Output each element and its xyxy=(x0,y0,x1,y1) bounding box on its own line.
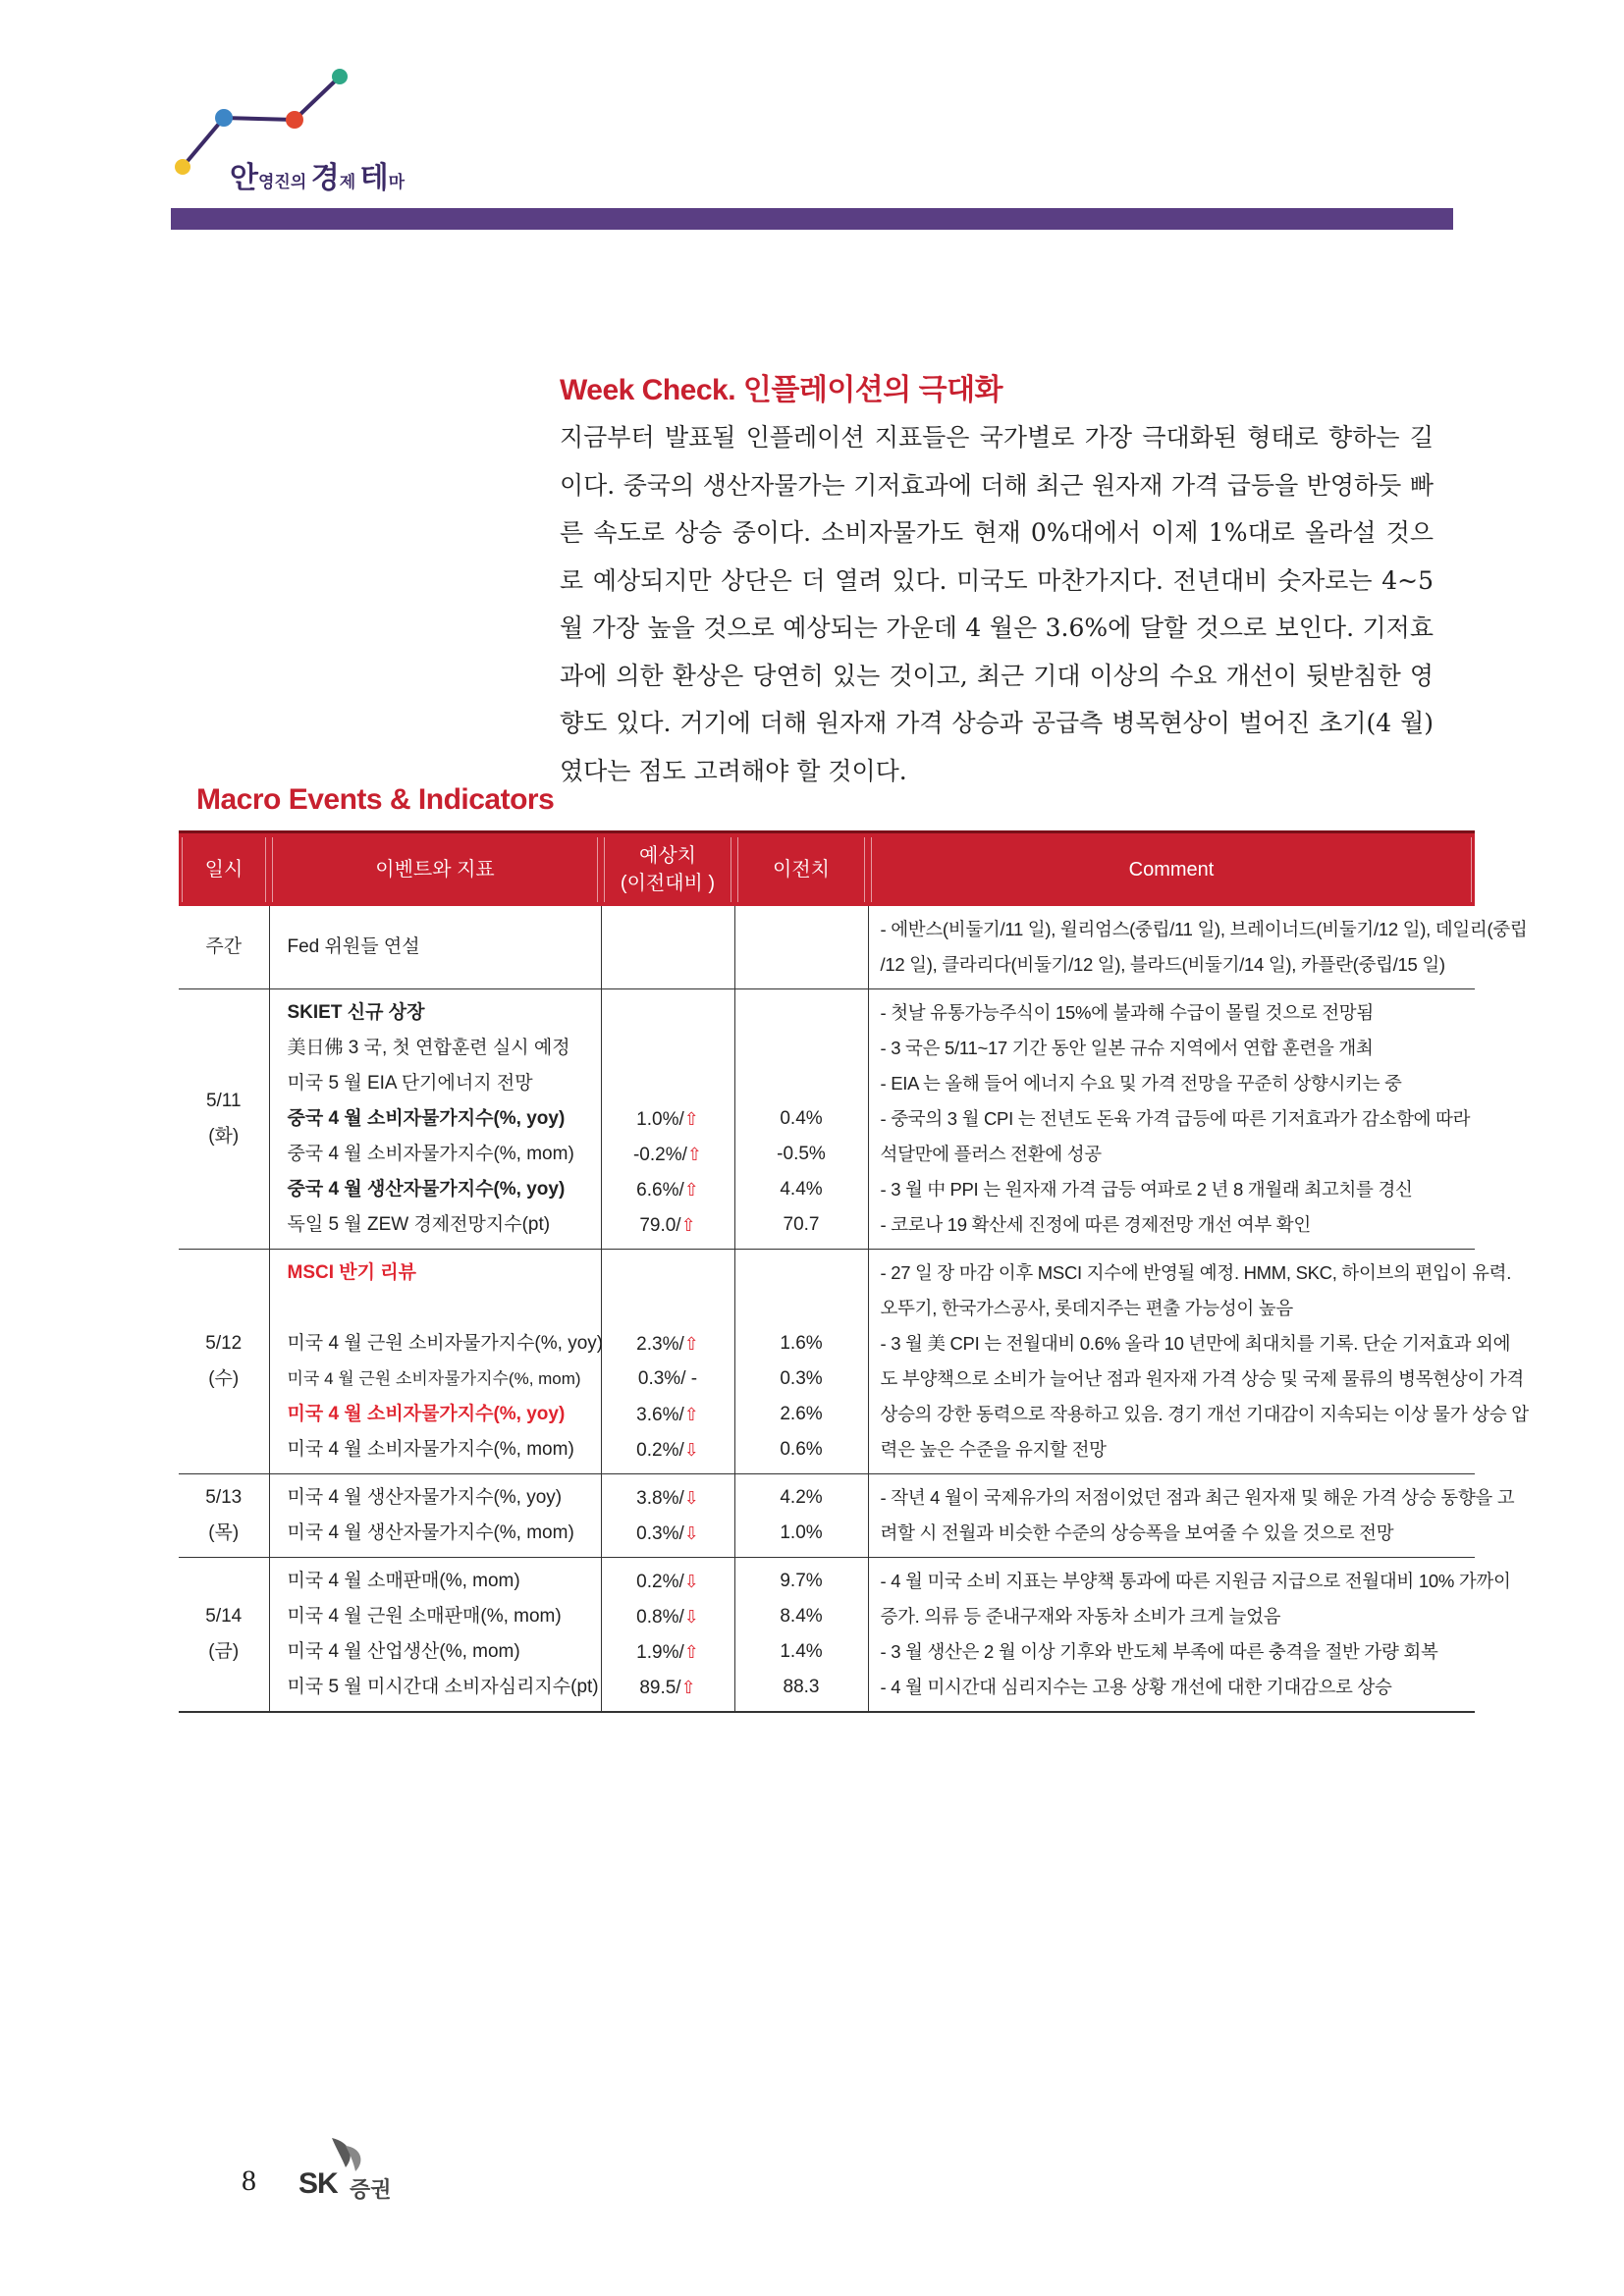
date-text xyxy=(179,1564,269,1599)
date-text: 5/14 xyxy=(205,1606,243,1627)
previous-value: 88.3 xyxy=(783,1677,820,1697)
previous-cell xyxy=(734,906,868,989)
event-cell xyxy=(269,1558,601,1713)
table-row xyxy=(179,1474,1475,1558)
forecast-value xyxy=(602,1255,734,1291)
event-item xyxy=(270,1291,601,1326)
logo-title: 안영진의 경제 테마 xyxy=(230,162,406,194)
date-text xyxy=(179,1291,269,1326)
date-text xyxy=(179,1397,269,1432)
forecast-value: 1.9%/⇧ xyxy=(636,1642,699,1663)
event-item: 미국 5 월 EIA 단기에너지 전망 xyxy=(287,1073,533,1094)
event-item: 미국 4 월 생산자물가지수(%, mom) xyxy=(287,1522,574,1543)
comment-line: - 3 국은 5/11~17 기간 동안 일본 규슈 지역에서 연합 훈련을 개최 xyxy=(880,1038,1374,1058)
comment-line: - EIA 는 올해 들어 에너지 수요 및 가격 전망을 꾸준히 상향시키는 중 xyxy=(880,1073,1402,1094)
forecast-cell xyxy=(601,906,734,989)
forecast-value xyxy=(602,995,734,1031)
header-divider-bar xyxy=(171,208,1453,230)
forecast-value: 0.8%/⇩ xyxy=(636,1607,699,1628)
previous-value: 1.0% xyxy=(780,1522,823,1543)
date-cell xyxy=(179,906,269,989)
event-item: MSCI 반기 리뷰 xyxy=(287,1262,416,1283)
previous-value xyxy=(735,1255,868,1291)
forecast-cell xyxy=(601,989,734,1250)
header-comment: Comment xyxy=(868,832,1475,907)
event-item: 미국 4 월 소비자물가지수(%, mom) xyxy=(287,1439,574,1460)
date-text: (수) xyxy=(208,1368,240,1389)
week-check-title: Week Check. 인플레이션의 극대화 xyxy=(560,374,1003,406)
previous-value: 0.3% xyxy=(780,1368,823,1389)
event-item: SKIET 신규 상장 xyxy=(287,1002,425,1023)
event-cell xyxy=(269,1474,601,1558)
date-text: (금) xyxy=(208,1641,240,1662)
comment-line: - 첫날 유통가능주식이 15%에 불과해 수급이 몰릴 것으로 전망됨 xyxy=(880,1002,1374,1023)
date-cell xyxy=(179,1474,269,1558)
forecast-value: 0.3%/⇩ xyxy=(636,1523,699,1544)
previous-value: 1.4% xyxy=(780,1641,823,1662)
forecast-value: 0.2%/⇩ xyxy=(636,1572,699,1592)
date-cell xyxy=(179,989,269,1250)
comment-line: 증가. 의류 등 준내구재와 자동차 소비가 크게 늘었음 xyxy=(880,1606,1281,1627)
forecast-cell xyxy=(601,1474,734,1558)
week-check-body: 지금부터 발표될 인플레이션 지표들은 국가별로 가장 극대화된 형태로 향하는 길이다. 중국의 생산자물가는 기저효과에 더해 최근 원자재 가격 급등을 반영하듯 빠른 속도로 상승 중이다. 소비자물가도 현재 0%대에서 이제 1%대로 올라설 것으로 예상되지만 상단은 더 열려 있다. 미국도 마찬가지다. 전년대비 숫자로는 4~5 월 가장 높을 것으로 예상되는 가운데 4 월은 3.6%에 달할 것으로 보인다. 기저효과에 의한 환상은 당연히 있는 것이고, 최근 기대 이상의 수요 개선이 뒷받침한 영향도 있다. 거기에 더해 원자재 가격 상승과 공급측 병목현상이 벌어진 초기(4 월)였다는 점도 고려해야 할 것이다. xyxy=(560,423,1434,785)
comment-line: 상승의 강한 동력으로 작용하고 있음. 경기 개선 기대감이 지속되는 이상 물가 상승 압 xyxy=(880,1404,1529,1424)
event-item: 미국 4 월 근원 소매판매(%, mom) xyxy=(287,1606,562,1627)
previous-value xyxy=(735,1066,868,1101)
comment-line: - 3 월 생산은 2 월 이상 기후와 반도체 부족에 따른 충격을 절반 가량 회복 xyxy=(880,1641,1438,1662)
forecast-value: 3.6%/⇧ xyxy=(636,1405,699,1425)
previous-cell xyxy=(734,1558,868,1713)
forecast-value xyxy=(602,1031,734,1066)
event-item: 미국 4 월 산업생산(%, mom) xyxy=(287,1641,520,1662)
forecast-value xyxy=(602,1291,734,1326)
header-forecast: 예상치 (이전대비 ) xyxy=(601,832,734,907)
comment-line: - 4 월 미시간대 심리지수는 고용 상황 개선에 대한 기대감으로 상승 xyxy=(880,1677,1392,1697)
event-cell xyxy=(269,989,601,1250)
event-item: 중국 4 월 소비자물가지수(%, mom) xyxy=(287,1144,574,1164)
header-event: 이벤트와 지표 xyxy=(269,832,601,907)
section-title: Macro Events & Indicators xyxy=(196,783,555,816)
previous-value xyxy=(735,995,868,1031)
forecast-value: 1.0%/⇧ xyxy=(636,1109,699,1130)
event-item: 중국 4 월 생산자물가지수(%, yoy) xyxy=(287,1179,566,1200)
comment-line: 오뚜기, 한국가스공사, 롯데지주는 편출 가능성이 높음 xyxy=(880,1298,1293,1318)
previous-value: 0.4% xyxy=(780,1108,823,1129)
comment-line: - 중국의 3 월 CPI 는 전년도 돈육 가격 급등에 따른 기저효과가 감소함에 따라 xyxy=(880,1108,1471,1129)
comment-line: - 3 월 美 CPI 는 전월대비 0.6% 올라 10 년만에 최대치를 기록. 단순 기저효과 외에 xyxy=(880,1333,1511,1354)
comment-line: - 코로나 19 확산세 진정에 따른 경제전망 개선 여부 확인 xyxy=(880,1214,1311,1235)
forecast-value: 89.5/⇧ xyxy=(639,1678,696,1698)
date-text xyxy=(179,1255,269,1291)
previous-value xyxy=(735,930,868,965)
header-date: 일시 xyxy=(179,832,269,907)
forecast-cell xyxy=(601,1250,734,1474)
previous-value: 4.4% xyxy=(780,1179,823,1200)
forecast-value: 0.2%/⇩ xyxy=(636,1440,699,1461)
macro-events-table xyxy=(179,830,1529,1713)
date-cell xyxy=(179,1558,269,1713)
event-item: 중국 4 월 소비자물가지수(%, yoy) xyxy=(287,1108,566,1129)
comment-line: 도 부양책으로 소비가 늘어난 점과 원자재 가격 상승 및 국제 물류의 병목현상이 가격 xyxy=(880,1368,1524,1389)
previous-value: 1.6% xyxy=(780,1333,823,1354)
previous-value: -0.5% xyxy=(777,1144,826,1164)
previous-cell xyxy=(734,1250,868,1474)
event-item: 美日佛 3 국, 첫 연합훈련 실시 예정 xyxy=(287,1038,570,1058)
comment-line: - 작년 4 월이 국제유가의 저점이었던 점과 최근 원자재 및 해운 가격 상승 동향을 고 xyxy=(880,1487,1515,1508)
date-text: (목) xyxy=(208,1522,240,1543)
comment-line: - 에반스(비둘기/11 일), 윌리엄스(중립/11 일), 브레이너드(비둘기/12 일), 데일리(중립 xyxy=(880,919,1528,939)
previous-cell xyxy=(734,1474,868,1558)
event-item: Fed 위원들 연설 xyxy=(287,936,420,957)
forecast-value: -0.2%/⇧ xyxy=(632,1145,702,1165)
date-text: 주간 xyxy=(205,936,243,957)
date-text xyxy=(179,1670,269,1705)
comment-cell xyxy=(868,1474,1515,1558)
previous-value: 4.2% xyxy=(780,1487,823,1508)
event-item: 미국 4 월 근원 소비자물가지수(%, yoy) xyxy=(287,1333,604,1354)
forecast-value: 79.0/⇧ xyxy=(639,1215,696,1236)
event-cell xyxy=(269,906,601,989)
table-header-row xyxy=(179,832,1475,907)
comment-line: /12 일), 클라리다(비둘기/12 일), 블라드(비둘기/14 일), 카플란(중립/15 일) xyxy=(880,954,1445,975)
previous-value: 8.4% xyxy=(780,1606,823,1627)
table-row xyxy=(179,1558,1475,1713)
forecast-value: 0.3%/ - xyxy=(637,1368,698,1389)
date-text: 5/11 xyxy=(205,1091,242,1111)
date-text xyxy=(179,1432,269,1468)
brand-name: SK xyxy=(298,2167,338,2200)
previous-value: 2.6% xyxy=(780,1404,823,1424)
event-item: 미국 4 월 소비자물가지수(%, yoy) xyxy=(287,1404,566,1424)
comment-line: 석달만에 플러스 전환에 성공 xyxy=(880,1144,1102,1164)
previous-value: 0.6% xyxy=(780,1439,823,1460)
forecast-value xyxy=(602,1066,734,1101)
forecast-value: 3.8%/⇩ xyxy=(636,1488,699,1509)
brand-logo xyxy=(167,59,461,196)
header-previous: 이전치 xyxy=(734,832,868,907)
date-text: 5/12 xyxy=(205,1333,243,1354)
previous-cell xyxy=(734,989,868,1250)
previous-value: 70.7 xyxy=(783,1214,820,1235)
previous-value: 9.7% xyxy=(780,1571,823,1591)
date-text: (화) xyxy=(208,1126,240,1147)
comment-cell xyxy=(868,1558,1511,1713)
comment-line: 력은 높은 수준을 유지할 전망 xyxy=(880,1439,1107,1460)
event-item: 미국 4 월 근원 소비자물가지수(%, mom) xyxy=(287,1369,581,1388)
comment-line: 려할 시 전월과 비슷한 수준의 상승폭을 보여줄 수 있을 것으로 전망 xyxy=(880,1522,1394,1543)
comment-line: - 27 일 장 마감 이후 MSCI 지수에 반영될 예정. HMM, SKC, 하이브의 편입이 유력. xyxy=(880,1262,1512,1283)
event-item: 미국 5 월 미시간대 소비자심리지수(pt) xyxy=(287,1677,599,1697)
page-number: 8 xyxy=(242,2164,256,2197)
table-row xyxy=(179,906,1475,989)
comment-cell xyxy=(868,906,1528,989)
forecast-cell xyxy=(601,1558,734,1713)
date-cell xyxy=(179,1250,269,1474)
table-row xyxy=(179,1250,1475,1474)
comment-line: - 4 월 미국 소비 지표는 부양책 통과에 따른 지원금 지급으로 전월대비 10% 가까이 xyxy=(880,1571,1511,1591)
event-item: 미국 4 월 소매판매(%, mom) xyxy=(287,1571,520,1591)
comment-line: - 3 월 中 PPI 는 원자재 가격 급등 여파로 2 년 8 개월래 최고치를 경신 xyxy=(880,1179,1413,1200)
forecast-value xyxy=(602,930,734,965)
table-row xyxy=(179,989,1475,1250)
previous-value xyxy=(735,1031,868,1066)
date-text: 5/13 xyxy=(205,1487,243,1508)
event-cell xyxy=(269,1250,604,1474)
brand-sub: 증권 xyxy=(350,2177,392,2202)
event-item: 미국 4 월 생산자물가지수(%, yoy) xyxy=(287,1487,563,1508)
previous-value xyxy=(735,1291,868,1326)
comment-cell xyxy=(868,1250,1529,1474)
comment-cell xyxy=(868,989,1475,1250)
event-item: 독일 5 월 ZEW 경제전망지수(pt) xyxy=(287,1214,551,1235)
forecast-value: 2.3%/⇧ xyxy=(636,1334,699,1355)
forecast-value: 6.6%/⇧ xyxy=(636,1180,699,1201)
